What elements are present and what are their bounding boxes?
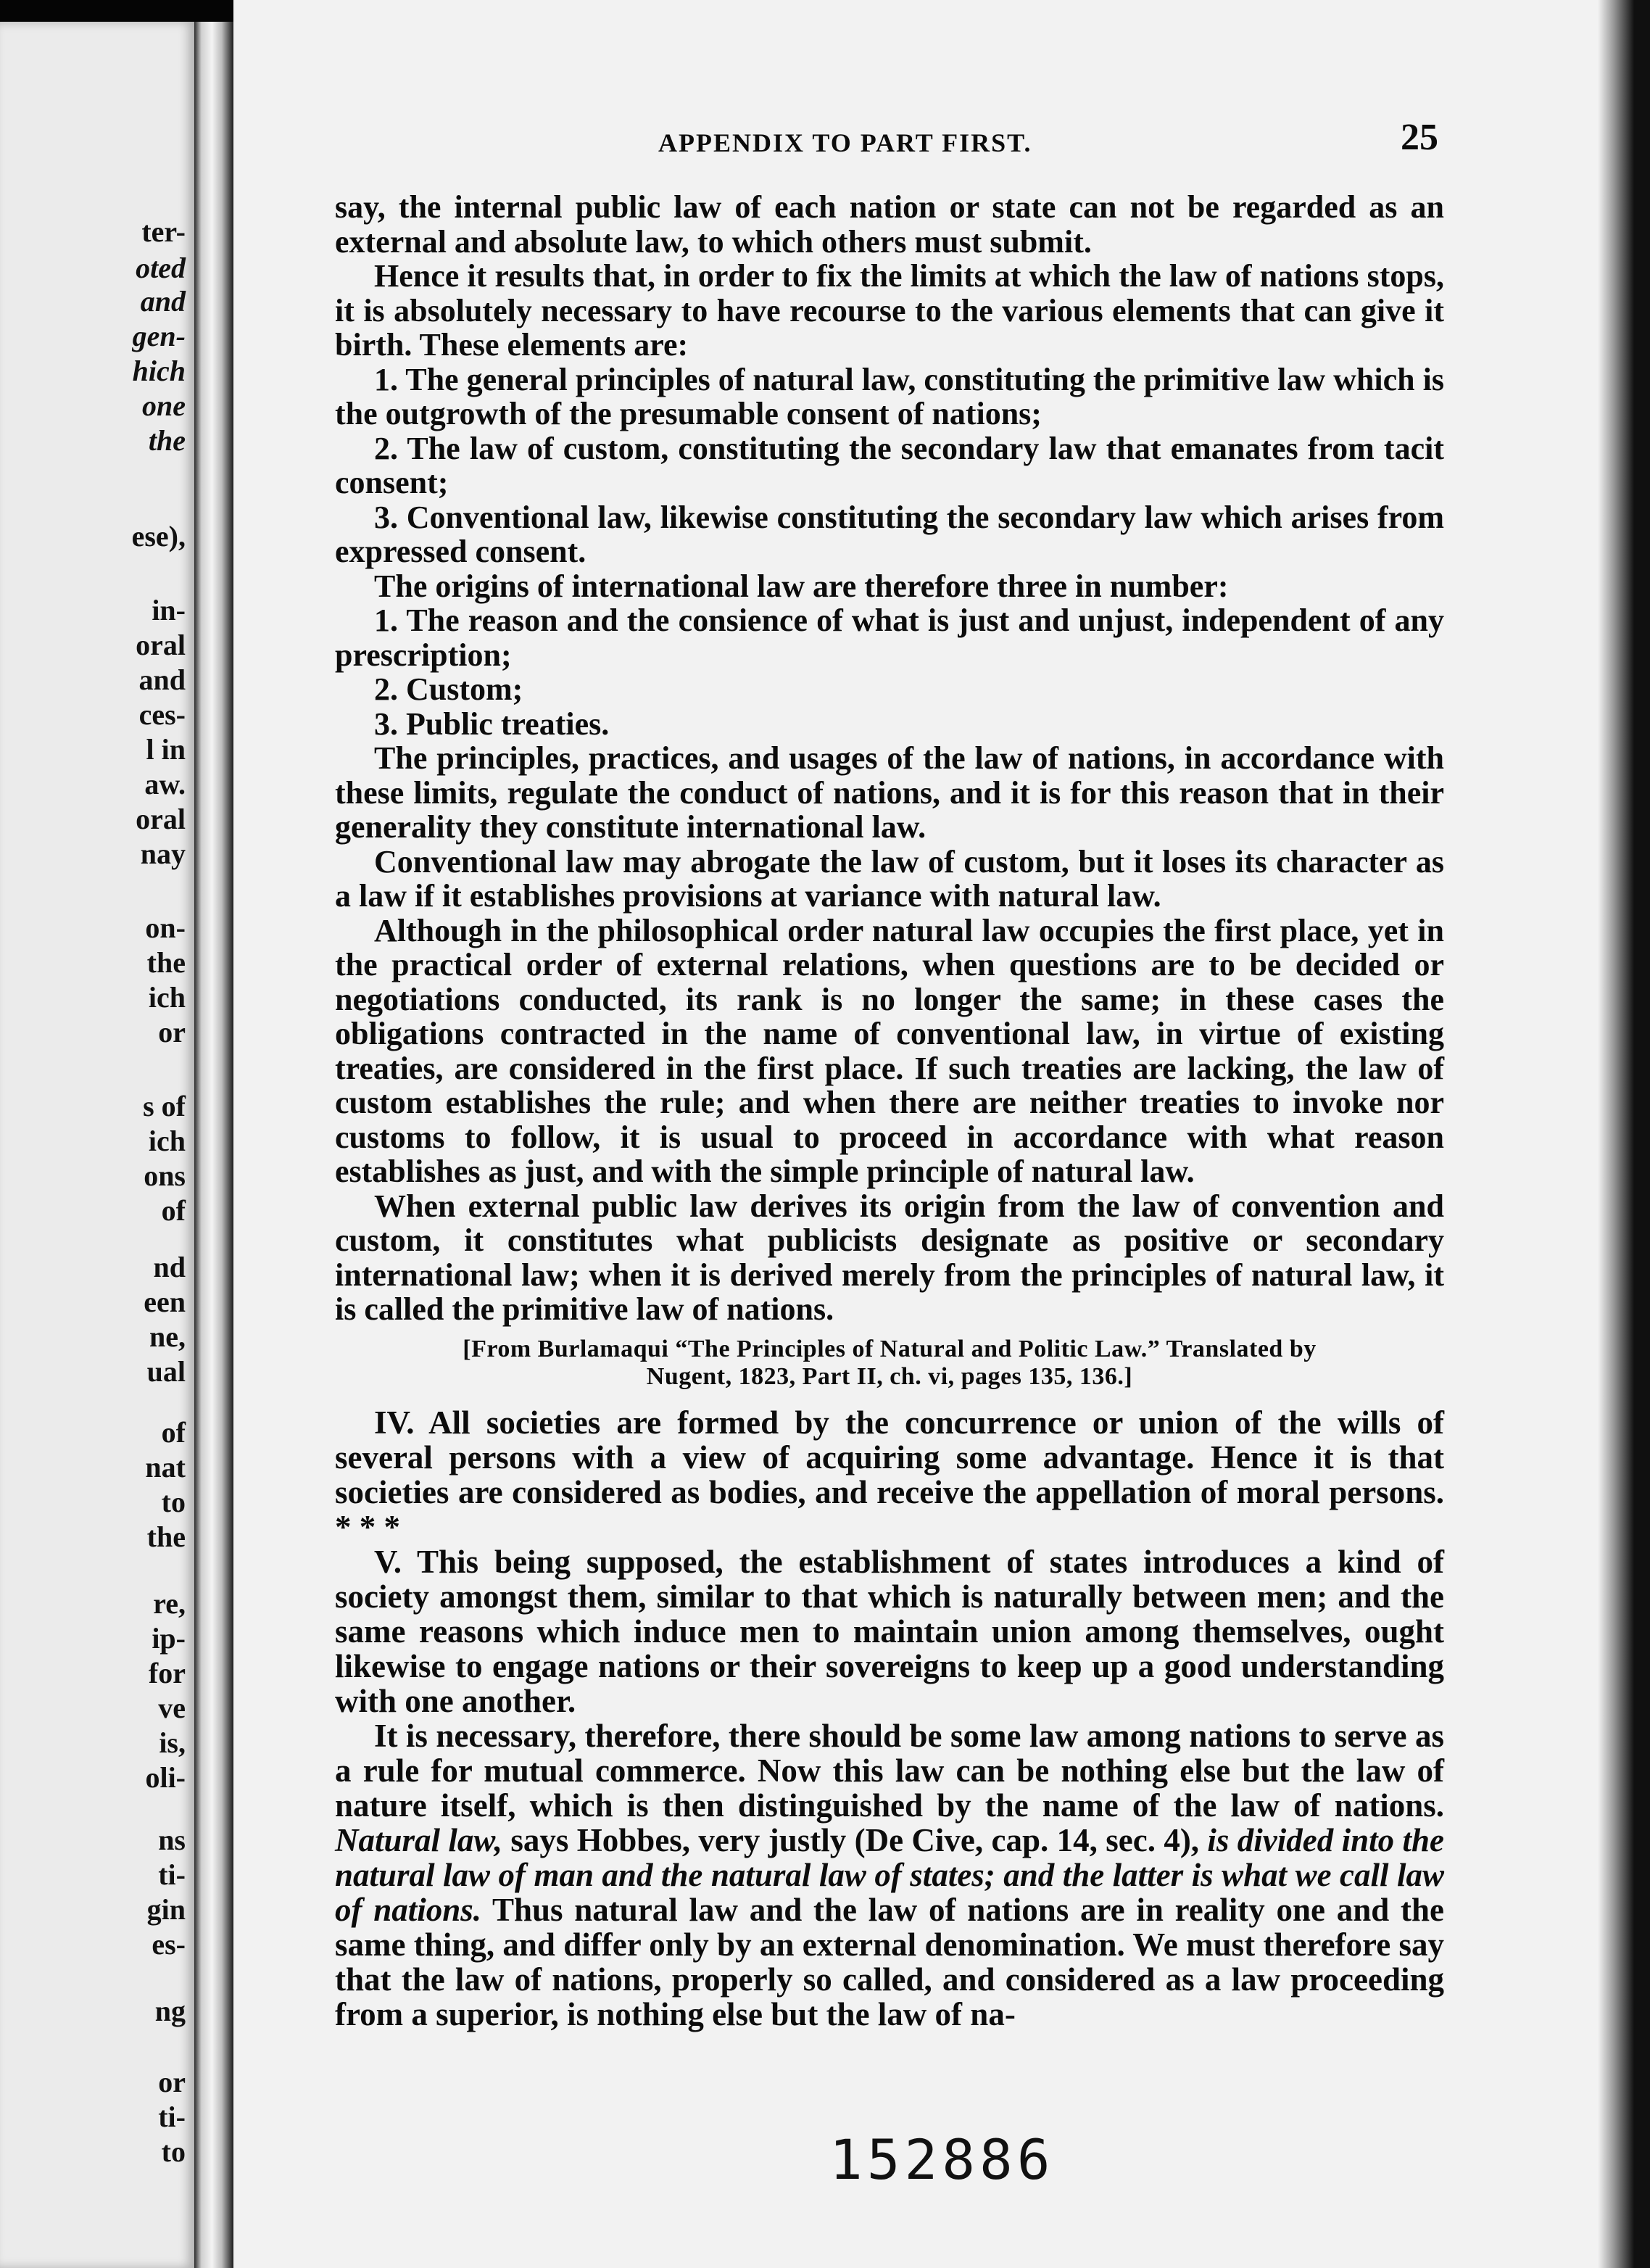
facing-page-text-fragment: hich [132, 355, 186, 387]
facing-page-text-fragment: and [140, 285, 186, 318]
paragraph-text: Thus natural law and the law of nations are in reality one and the same thing, and differ only by an external denomination. We must therefore say that the law of nations, properly so called, and considered as a law proceeding from a superior, is nothing else but the law of na- [335, 1891, 1444, 2032]
facing-page-text-fragment: nat [145, 1451, 186, 1483]
citation-line: [From Burlamaqui “The Principles of Natural and Politic Law.” Translated by [463, 1335, 1317, 1362]
list-item: 2. Custom; [374, 671, 523, 707]
paragraph: Although in the philosophical order natural law occupies the first place, yet in the practical order of external relations, when questions are to be decided or negotiations conducted, its rank is no longer the same; in these cases the obligations contracted in the name of conventional law, in virtue of existing treaties, are considered in the first place. If such treaties are lacking, the law of custom establishes the rule; and when there are neither treaties to invoke nor customs to follow, it is usual to proceed in accordance with what reason establishes as just, and with the simple principle of natural law. [335, 912, 1444, 1189]
facing-page-text-fragment: ons [144, 1159, 186, 1192]
facing-page-text-fragment: re, [153, 1587, 186, 1620]
facing-page-text-fragment: ip- [152, 1622, 186, 1655]
facing-page-text-fragment: to [161, 2135, 186, 2168]
book-gutter [194, 22, 233, 2268]
facing-page-text-fragment: es- [152, 1928, 186, 1961]
facing-page-text-fragment: and [138, 663, 186, 696]
italic-text: is divided into the natural law of man and the natural law of states; and the latter is what we call law of nations. [335, 1821, 1445, 1928]
facing-page-text-fragment: of [161, 1416, 186, 1449]
facing-page-text-fragment: l in [146, 733, 186, 766]
facing-page-text-fragment: ti- [158, 2101, 186, 2133]
facing-page-text-fragment: oli- [145, 1761, 186, 1794]
facing-page-text-fragment: ti- [158, 1858, 186, 1891]
facing-page-text-fragment: ces- [138, 698, 186, 731]
facing-page-text-fragment: the [146, 946, 186, 979]
facing-page-text-fragment: or [158, 2066, 186, 2098]
list-item: 1. The general principles of natural law, constituting the primitive law which is the outgrowth of the presumable consent of nations; [335, 361, 1444, 431]
facing-page-text-fragment: ese), [131, 520, 186, 552]
library-stamp-number: 152886 [829, 2127, 1055, 2192]
facing-page-fragment [0, 22, 194, 2268]
paragraph: The origins of international law are therefore three in number: [374, 568, 1229, 604]
facing-page-text-fragment: ve [158, 1692, 186, 1724]
facing-page-text-fragment: for [148, 1657, 186, 1689]
paragraph: V. This being supposed, the establishment of states introduces a kind of society amongst them, similar to that which is naturally between men; and the same reasons which induce men to maintain union among themselves, ought likewise to engage nations or their sovereigns to keep up a good understanding with one another. [335, 1543, 1444, 1719]
facing-page-text-fragment: s of [143, 1090, 186, 1122]
facing-page-text-fragment: ng [154, 1995, 186, 2027]
paragraph-text: It is necessary, therefore, there should be some law among nations to serve as a rule for mutual commerce. Now this law can be nothing else but the law of nature itself, which is then distinguished by the name of the law of nations. [335, 1717, 1444, 1824]
facing-page-text-fragment: ns [158, 1824, 186, 1856]
citation-line: Nugent, 1823, Part II, ch. vi, pages 135, 136.] [646, 1362, 1133, 1390]
list-item: 2. The law of custom, constituting the secondary law that emanates from tacit consent; [335, 430, 1444, 500]
paragraph: The principles, practices, and usages of the law of nations, in accordance with these limits, regulate the conduct of nations, and it is for this reason that in their generality they constitute international law. [335, 740, 1444, 845]
facing-page-text-fragment: ich [148, 981, 186, 1014]
page [233, 0, 1598, 2268]
facing-page-text-fragment: een [144, 1286, 186, 1318]
page-number: 25 [1401, 117, 1438, 158]
list-item: 3. Public treaties. [374, 705, 610, 742]
body-text [335, 190, 1444, 2032]
facing-page-text-fragment: in- [152, 594, 186, 626]
facing-page-text-fragment: to [161, 1486, 186, 1518]
facing-page-text-fragment: is, [159, 1726, 186, 1759]
page-edge-shadow [1598, 0, 1650, 2268]
facing-page-text-fragment: on- [145, 911, 186, 944]
paragraph-text: says Hobbes, very justly (De Cive, cap. 14, sec. 4), [502, 1821, 1208, 1858]
list-item: 3. Conventional law, likewise constituting the secondary law which arises from expressed consent. [335, 499, 1444, 569]
facing-page-text-fragment: ter- [141, 215, 186, 248]
facing-page-text-fragment: oral [136, 629, 186, 661]
paragraph: say, the internal public law of each nation or state can not be regarded as an external and absolute law, to which others must submit. [335, 189, 1444, 260]
section-iv-v [335, 1405, 1444, 2032]
facing-page-text-fragment: the [146, 1520, 186, 1553]
citation [335, 1336, 1444, 1391]
facing-page-text-fragment: oted [136, 252, 186, 284]
facing-page-text-fragment: nay [140, 837, 186, 870]
paragraph: When external public law derives its origin from the law of convention and custom, it constitutes what publicists designate as positive or secondary international law; when it is derived merely from the principles of natural law, it is called the primitive law of nations. [335, 1188, 1444, 1327]
facing-page-text-fragment: gen- [132, 320, 186, 352]
facing-page-text-fragment: ual [146, 1355, 186, 1388]
facing-page-text-fragment: the [148, 424, 186, 457]
italic-text: Natural law, [335, 1821, 503, 1858]
paragraph: IV. All societies are formed by the concurrence or union of the wills of several persons with a view of acquiring some advantage. Hence it is that societies are considered as bodies, and receive the appellation of moral persons. * * * [335, 1404, 1444, 1545]
facing-page-text-fragment: ich [148, 1125, 186, 1157]
facing-page-text-fragment: gin [146, 1893, 186, 1926]
paragraph: Hence it results that, in order to fix the limits at which the law of nations stops, it is absolutely necessary to have recourse to the various elements that can give it birth. These elements are: [335, 258, 1444, 363]
running-head: APPENDIX TO PART FIRST. [658, 128, 1032, 157]
list-item: 1. The reason and the consience of what is just and unjust, independent of any prescription; [335, 603, 1444, 673]
facing-page-text-fragment: of [161, 1194, 186, 1227]
facing-page-text-fragment: or [158, 1016, 186, 1048]
facing-page-text-fragment: nd [153, 1251, 186, 1283]
paragraph [335, 1718, 1444, 2032]
paragraph: Conventional law may abrogate the law of custom, but it loses its character as a law if it establishes provisions at variance with natural law. [335, 843, 1444, 914]
facing-page-text-fragment: one [142, 389, 186, 422]
facing-page-text-fragment: oral [136, 803, 186, 835]
facing-page-text-fragment: ne, [149, 1320, 186, 1353]
facing-page-text-fragment: aw. [144, 768, 186, 800]
